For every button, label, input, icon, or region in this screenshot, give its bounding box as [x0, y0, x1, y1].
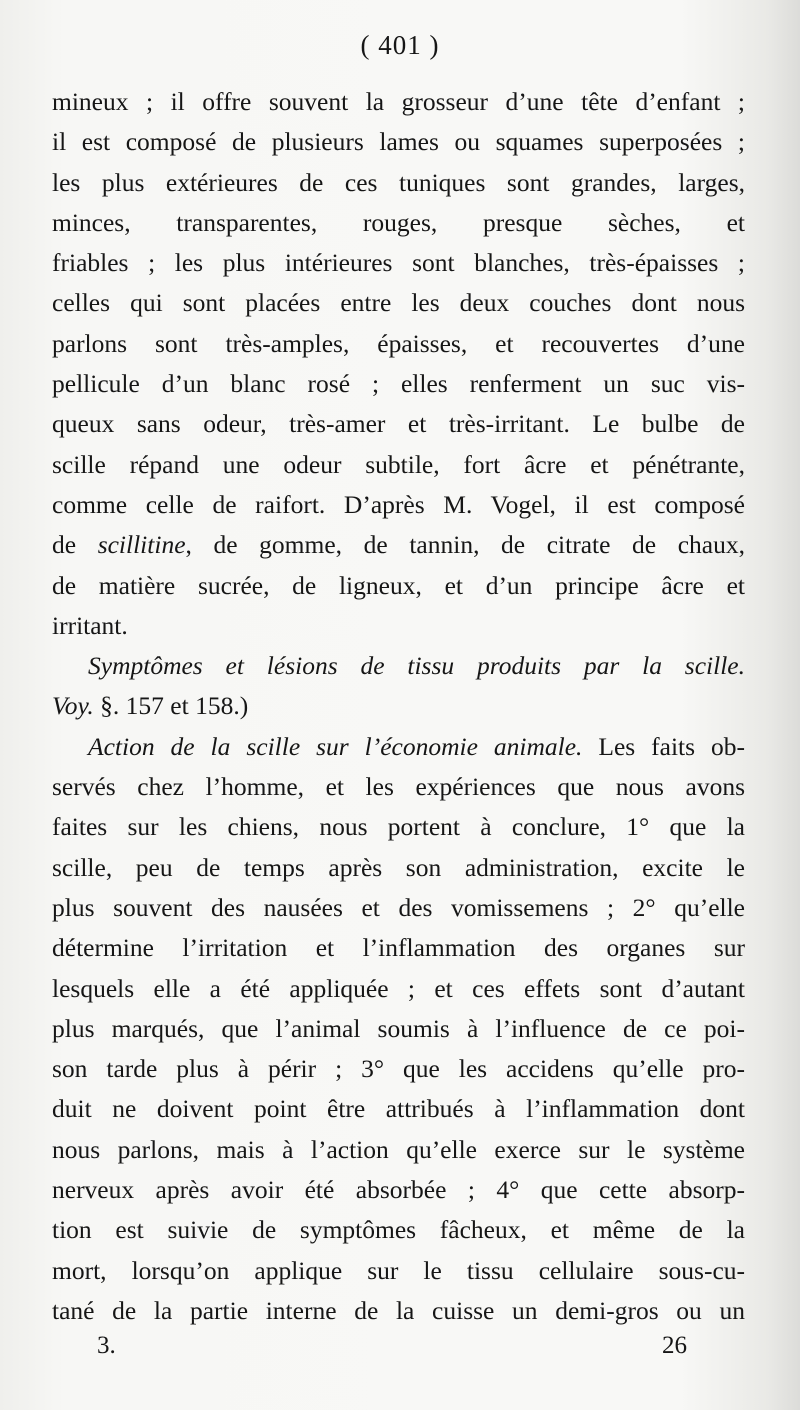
section-heading: Symptômes et lésions de tissu produits par la scille.	[88, 651, 745, 681]
text-line: il est composé de plusieurs lames ou squames superposées ;	[52, 127, 745, 157]
text-line: queux sans odeur, très-amer et très-irritant. Le bulbe de	[52, 409, 745, 439]
catchword: 26	[662, 1332, 687, 1359]
italic-term: scillitine	[97, 530, 186, 560]
text-line: lesquels elle a été appliquée ; et ces effets sont d’autant	[52, 973, 745, 1003]
text-line: mineux ; il offre souvent la grosseur d’une tête d’enfant ;	[52, 87, 745, 116]
text-line	[52, 727, 745, 767]
text-run: Les faits ob-	[582, 731, 745, 761]
text-line: de matière sucrée, de ligneux, et d’un principe âcre et	[52, 570, 745, 600]
text-line: plus marqués, que l’animal soumis à l’influence de ce poi-	[52, 1013, 745, 1043]
text-run: de	[52, 530, 98, 560]
text-line: servés chez l’homme, et les expériences que nous avons	[52, 772, 745, 802]
text-line: scille répand une odeur subtile, fort âcre et pénétrante,	[52, 449, 745, 479]
text-line: parlons sont très-amples, épaisses, et recouvertes d’une	[52, 328, 745, 358]
text-line: pellicule d’un blanc rosé ; elles renferment un suc vis-	[52, 369, 745, 399]
text-line: minces, transparentes, rouges, presque sèches, et	[52, 207, 745, 237]
text-run: §. 157 et 158.)	[93, 691, 249, 721]
text-run: , de gomme, de tannin, de citrate de chaux,	[185, 530, 745, 560]
text-line: tion est suivie de symptômes fâcheux, et même de la	[52, 1215, 745, 1245]
text-line: plus souvent des nausées et des vomissemens ; 2° qu’elle	[52, 892, 745, 922]
text-line: celles qui sont placées entre les deux couches dont nous	[52, 288, 745, 318]
page-number: ( 401 )	[360, 30, 440, 60]
italic-term: Voy.	[52, 691, 94, 721]
text-line: faites sur les chiens, nous portent à conclure, 1° que la	[52, 812, 745, 842]
text-line: nerveux après avoir été absorbée ; 4° que cette absorp-	[52, 1175, 745, 1205]
section-heading: Action de la scille sur l’économie animale.	[88, 731, 583, 761]
text-line: scille, peu de temps après son administration, excite le	[52, 852, 745, 882]
text-line: comme celle de raifort. D’après M. Vogel, il est composé	[52, 489, 745, 519]
signature-mark: 3.	[97, 1332, 116, 1359]
text-line: détermine l’irritation et l’inflammation des organes sur	[52, 933, 745, 963]
text-body	[52, 82, 745, 1331]
text-line	[52, 686, 745, 726]
text-line: irritant.	[52, 610, 128, 640]
text-line: friables ; les plus intérieures sont blanches, très-épaisses ;	[52, 248, 745, 278]
text-line	[52, 525, 745, 565]
text-line: mort, lorsqu’on applique sur le tissu cellulaire sous-cu-	[52, 1255, 745, 1285]
text-line: son tarde plus à périr ; 3° que les accidens qu’elle pro-	[52, 1054, 745, 1084]
text-line: nous parlons, mais à l’action qu’elle exerce sur le système	[52, 1134, 745, 1164]
text-line: tané de la partie interne de la cuisse un demi-gros ou un	[52, 1295, 745, 1325]
text-line: duit ne doivent point être attribués à l’inflammation dont	[52, 1094, 745, 1124]
text-line: les plus extérieures de ces tuniques sont grandes, larges,	[52, 167, 745, 197]
